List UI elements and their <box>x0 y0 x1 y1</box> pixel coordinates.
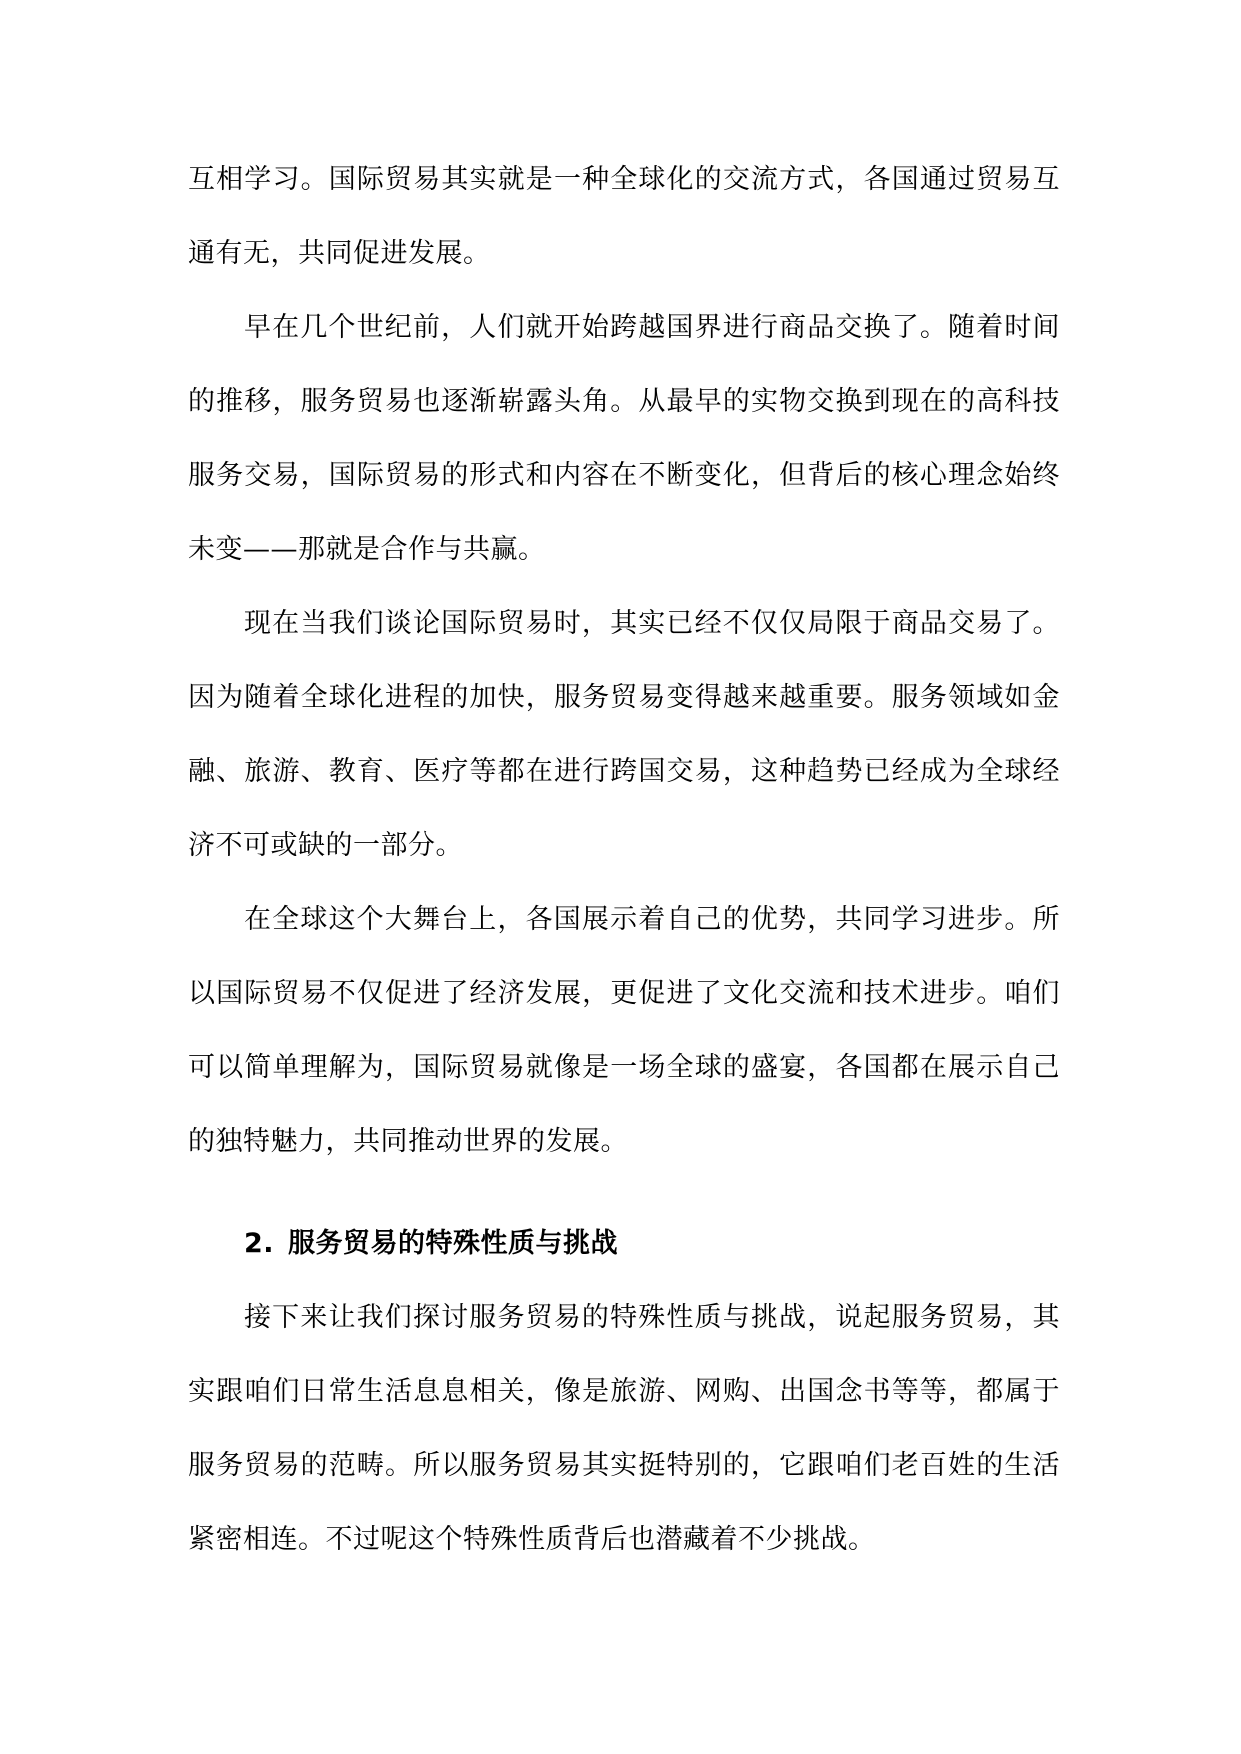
paragraph-2: 早在几个世纪前，人们就开始跨越国界进行商品交换了。随着时间的推移，服务贸易也逐渐崭露头角。从最早的实物交换到现在的高科技服务交易，国际贸易的形式和内容在不断变化，但背后的核心理念始终未变——那就是合作与共赢。 <box>188 312 1060 565</box>
section-heading <box>188 1207 1060 1281</box>
section-number: 2. <box>244 1228 275 1259</box>
paragraph-5: 接下来让我们探讨服务贸易的特殊性质与挑战，说起服务贸易，其实跟咱们日常生活息息相关，像是旅游、网购、出国念书等等，都属于服务贸易的范畴。所以服务贸易其实挺特别的，它跟咱们老百姓的生活紧密相连。不过呢这个特殊性质背后也潜藏着不少挑战。 <box>188 1302 1060 1555</box>
paragraph-3: 现在当我们谈论国际贸易时，其实已经不仅仅局限于商品交易了。因为随着全球化进程的加快，服务贸易变得越来越重要。服务领域如金融、旅游、教育、医疗等都在进行跨国交易，这种趋势已经成为全球经济不可或缺的一部分。 <box>188 608 1060 861</box>
section-title: 服务贸易的特殊性质与挑战 <box>288 1228 619 1259</box>
paragraph-4: 在全球这个大舞台上，各国展示着自己的优势，共同学习进步。所以国际贸易不仅促进了经济发展，更促进了文化交流和技术进步。咱们可以简单理解为，国际贸易就像是一场全球的盛宴，各国都在展示自己的独特魅力，共同推动世界的发展。 <box>188 904 1060 1157</box>
document-body <box>188 143 1060 1577</box>
paragraph-1: 互相学习。国际贸易其实就是一种全球化的交流方式，各国通过贸易互通有无，共同促进发展。 <box>188 164 1060 269</box>
